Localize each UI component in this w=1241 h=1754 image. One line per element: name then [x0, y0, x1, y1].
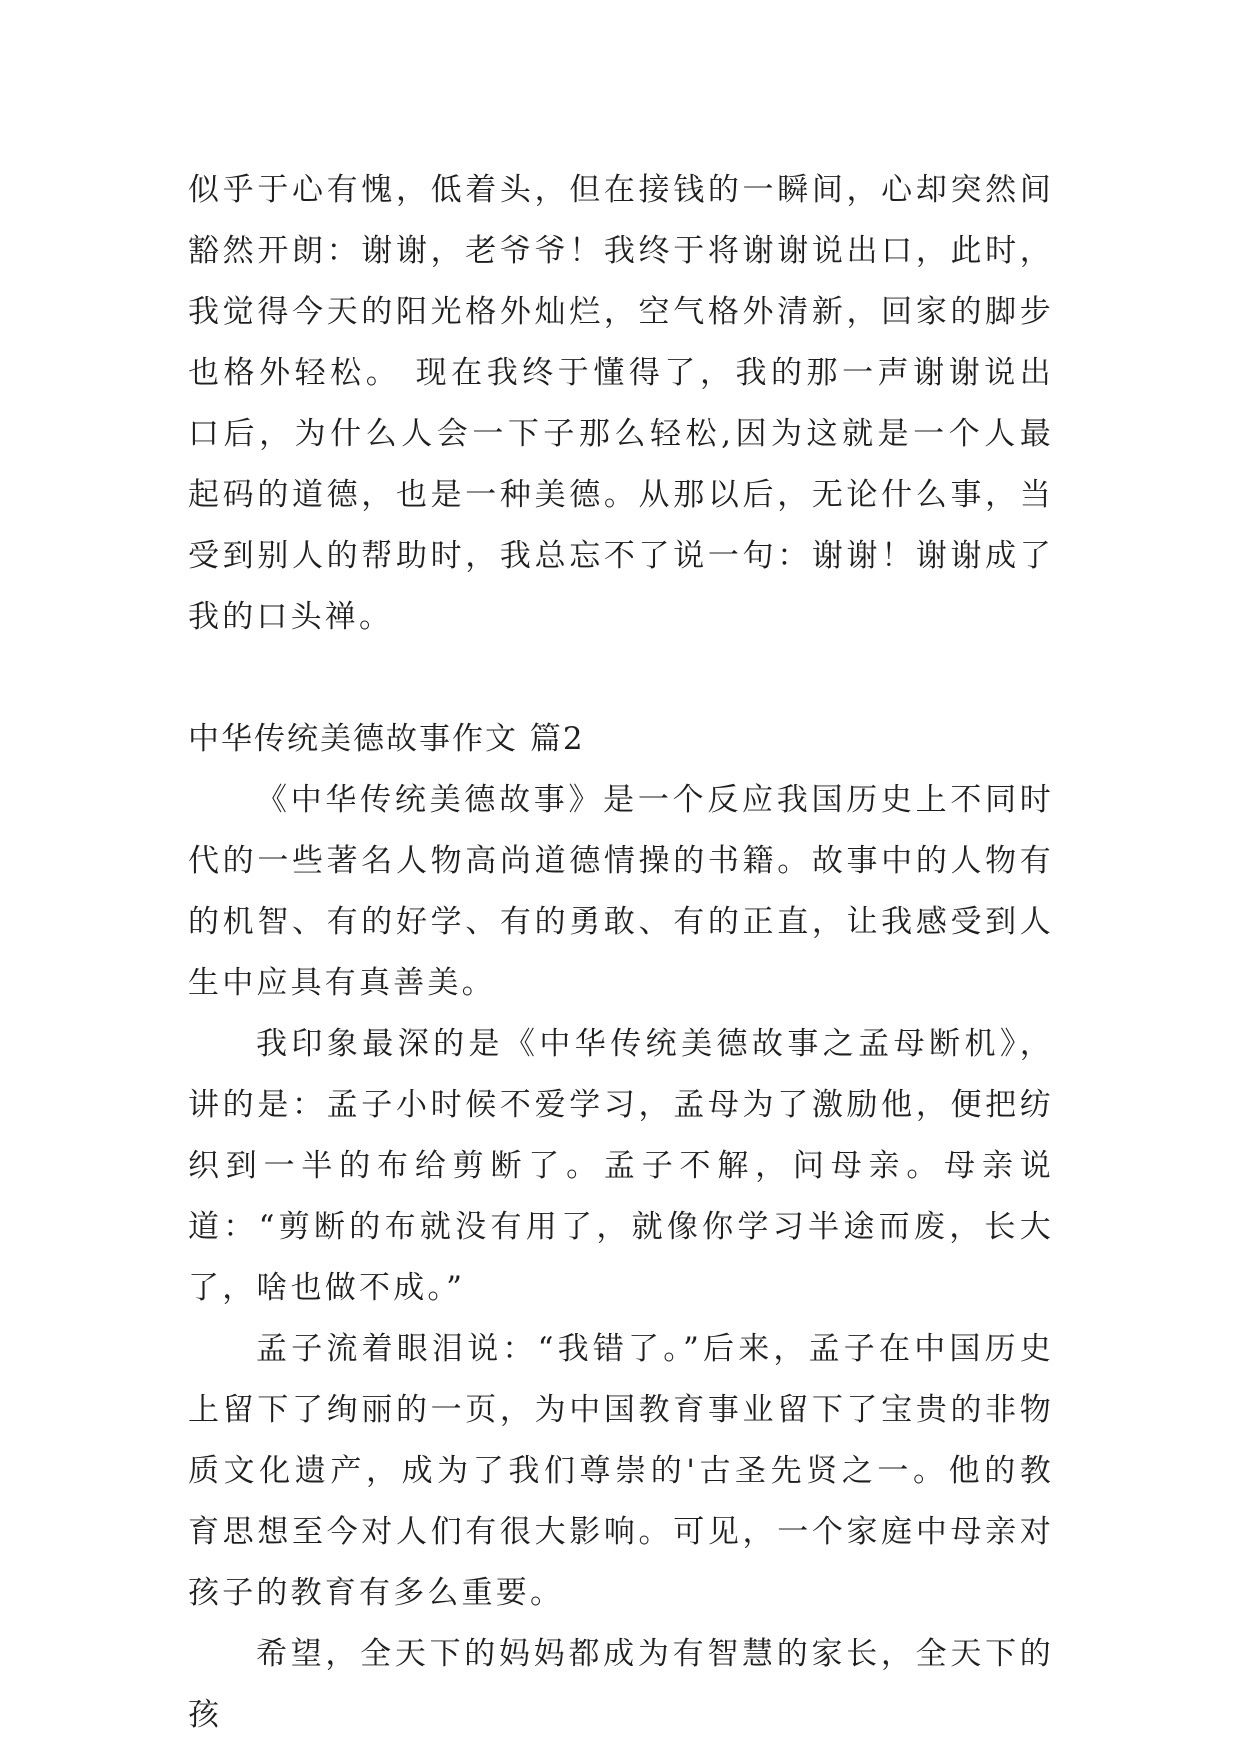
body-paragraph-continued: 似乎于心有愧，低着头，但在接钱的一瞬间，心却突然间豁然开朗：谢谢，老爷爷！我终于将谢谢说出口，此时，我觉得今天的阳光格外灿烂，空气格外清新，回家的脚步也格外轻松。 现在我终于懂得了，我的那一声谢谢说出口后，为什么人会一下子那么轻松,因为这就是一个人最起码的道德，也是一种美德。从那以后，无论什么事，当受到别人的帮助时，我总忘不了说一句：谢谢！谢谢成了我的口头禅。 [188, 172, 1054, 635]
body-paragraph-2: 我印象最深的是《中华传统美德故事之孟母断机》，讲的是：孟子小时候不爱学习，孟母为了激励他，便把纺织到一半的布给剪断了。孟子不解，问母亲。母亲说道：“剪断的布就没有用了，就像你学习半途而废，长大了，啥也做不成。” [188, 1026, 1054, 1306]
section-heading: 中华传统美德故事作文 篇2 [188, 721, 585, 757]
body-paragraph-1: 《中华传统美德故事》是一个反应我国历史上不同时代的一些著名人物高尚道德情操的书籍。故事中的人物有的机智、有的好学、有的勇敢、有的正直，让我感受到人生中应具有真善美。 [188, 782, 1054, 1001]
body-paragraph-3: 孟子流着眼泪说：“我错了。”后来，孟子在中国历史上留下了绚丽的一页，为中国教育事业留下了宝贵的非物质文化遗产，成为了我们尊崇的'古圣先贤之一。他的教育思想至今对人们有很大影响。可见，一个家庭中母亲对孩子的教育有多么重要。 [188, 1331, 1054, 1611]
body-paragraph-4: 希望，全天下的妈妈都成为有智慧的家长，全天下的孩 [188, 1636, 1054, 1733]
document-body [188, 160, 1054, 1746]
